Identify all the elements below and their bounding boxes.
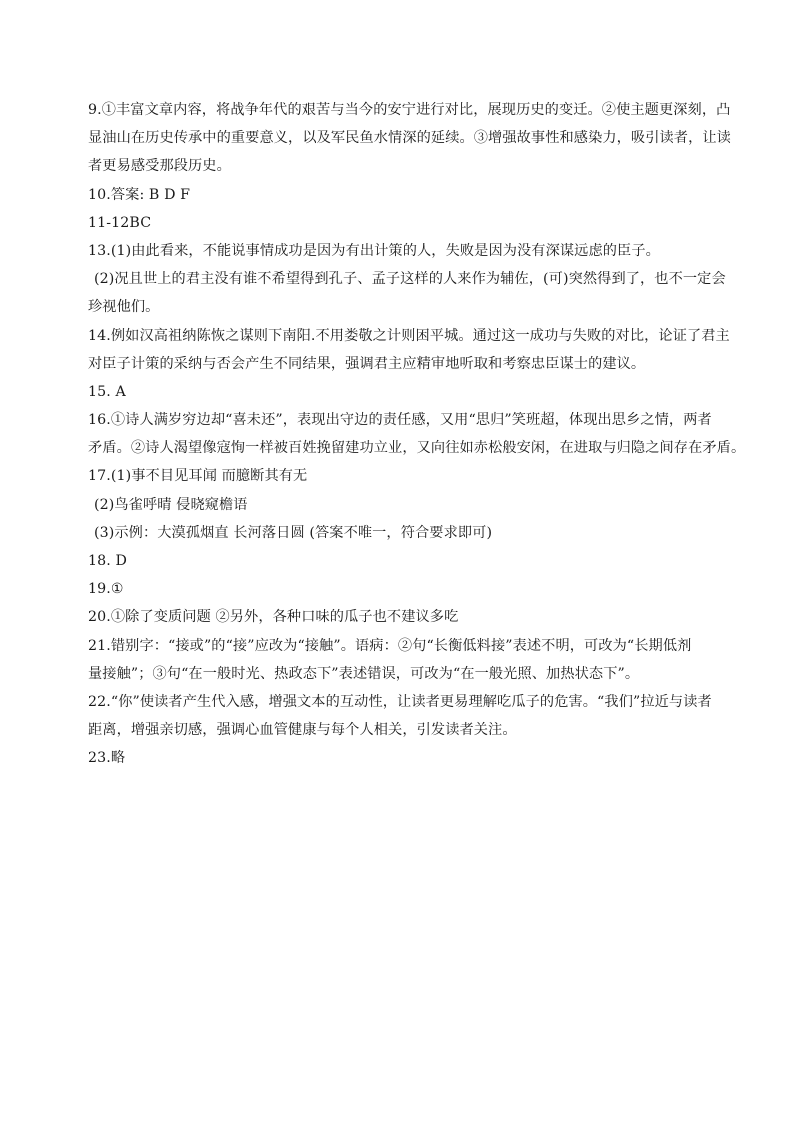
answer-16-line-1: 16.①诗人满岁穷边却“喜未还”，表现出守边的责任感，又用“思归”笑班超，体现出思乡之情，两者 <box>88 412 712 429</box>
answer-19: 19.① <box>88 581 124 598</box>
answer-22-line-1: 22.“你”使读者产生代入感，增强文本的互动性，让读者更易理解吃瓜子的危害。“我们”拉近与读者 <box>88 693 712 710</box>
answer-16-line-2: 矛盾。②诗人渴望像寇恂一样被百姓挽留建功立业，又向往如赤松般安闲，在进取与归隐之间存在矛盾。 <box>88 440 746 457</box>
answer-23: 23.略 <box>88 750 126 767</box>
answer-13-part-2-line-1: (2)况且世上的君主没有谁不希望得到孔子、孟子这样的人来作为辅佐，(可)突然得到了，也不一定会 <box>94 271 726 288</box>
answer-17-part-3: (3)示例：大漠孤烟直 长河落日圆 (答案不唯一，符合要求即可) <box>94 524 493 541</box>
answer-17-part-1: 17.(1)事不目见耳闻 而臆断其有无 <box>88 468 308 485</box>
answer-9-line-2: 显油山在历史传承中的重要意义，以及军民鱼水情深的延续。③增强故事性和感染力，吸引读者，让读 <box>88 130 731 147</box>
answer-15: 15. A <box>88 383 126 400</box>
answer-21-line-2: 量接触”；③句“在一般时光、热政态下”表述错误，可改为“在一般光照、加热状态下”。 <box>88 665 640 682</box>
answer-13-part-2-line-2: 珍视他们。 <box>88 299 160 316</box>
answer-10: 10.答案: B D F <box>88 186 191 203</box>
answer-17-part-2: (2)鸟雀呼晴 侵晓窥檐语 <box>94 496 248 513</box>
answer-9-line-3: 者更易感受那段历史。 <box>88 158 231 175</box>
answer-11-12: 11-12BC <box>88 214 152 231</box>
answer-20: 20.①除了变质问题 ②另外，各种口味的瓜子也不建议多吃 <box>88 609 459 626</box>
answer-13-part-1: 13.(1)由此看来，不能说事情成功是因为有出计策的人，失败是因为没有深谋远虑的臣子。 <box>88 242 660 259</box>
answer-9-line-1: 9.①丰富文章内容，将战争年代的艰苦与当今的安宁进行对比，展现历史的变迁。②使主题更深刻，凸 <box>88 102 731 118</box>
answer-14-line-2: 对臣子计策的采纳与否会产生不同结果，强调君主应精审地听取和考察忠臣谋士的建议。 <box>88 355 646 372</box>
answer-21-line-1: 21.错别字：“接或”的“接”应改为“接触”。语病：②句“长衡低料接”表述不明，可改为“长期低剂 <box>88 637 692 654</box>
answer-18: 18. D <box>88 553 127 569</box>
answer-22-line-2: 距离，增强亲切感，强调心血管健康与每个人相关，引发读者关注。 <box>88 722 517 739</box>
answer-list <box>88 96 746 773</box>
answer-14-line-1: 14.例如汉高祖纳陈恢之谋则下南阳.不用娄敬之计则困平城。通过这一成功与失败的对比，论证了君主 <box>88 327 730 344</box>
